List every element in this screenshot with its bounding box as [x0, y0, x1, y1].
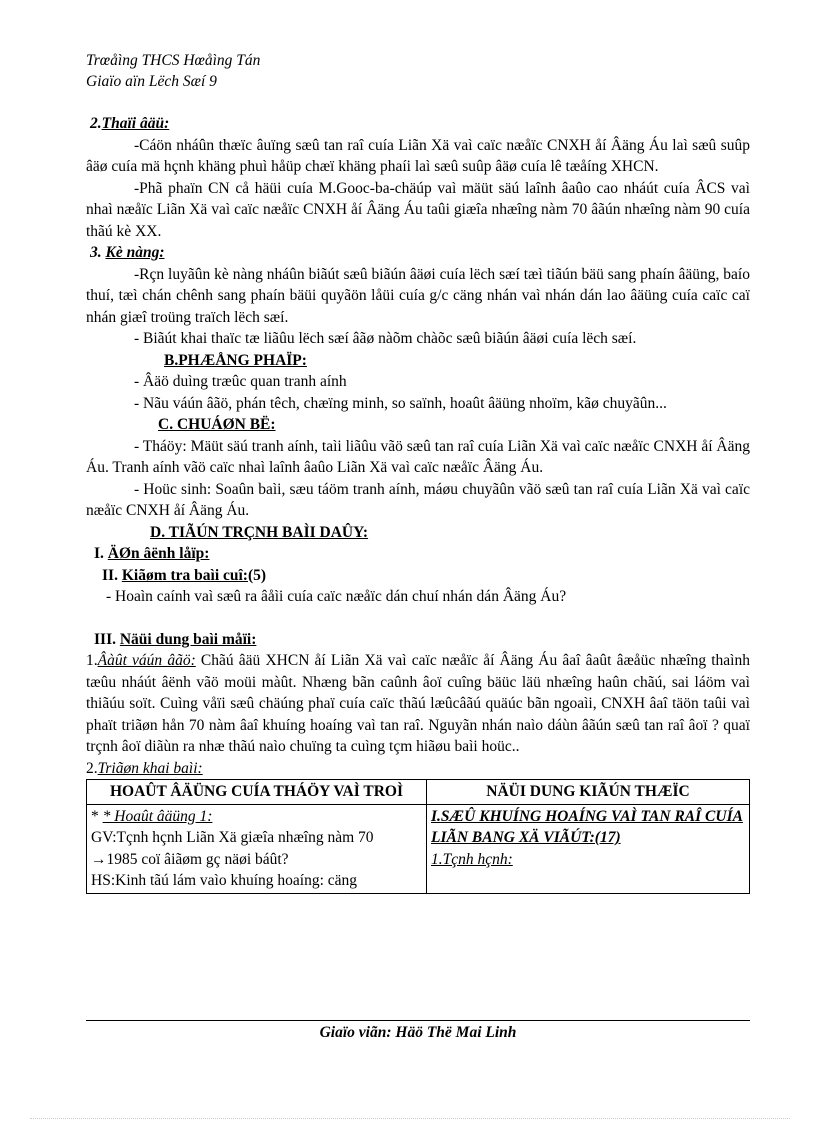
- table-row: [87, 804, 750, 893]
- lesson-deployment-heading: [86, 758, 750, 780]
- student-answer-line: HS:Kinh tãú lám vaìo khuíng hoaíng: cäng: [91, 872, 358, 889]
- method-item-2: - Nãu váún âãö, phán têch, chæïng minh, so saïnh, hoaût âäüng nhoïm, kãø chuyãûn...: [134, 394, 667, 412]
- attitude-heading: [86, 113, 750, 135]
- page-edge-divider: [30, 1118, 790, 1119]
- content-section-number: I.: [431, 807, 441, 825]
- attitude-number: 2.: [90, 115, 102, 132]
- lesson-plan-title: Giaïo aïn Lëch Sæí 9: [86, 73, 217, 90]
- method-title: B.PHÆÅNG PHAÏP:: [164, 351, 307, 369]
- method-heading: [86, 350, 750, 372]
- preparation-heading: [86, 414, 750, 436]
- attitude-paragraph-1: -Cáön nháûn thæïc âuïng sæû tan raî cuía Liãn Xä vaì caïc næåïc CNXH åí Âäng Áu laì sæû suûp âäø cuía mä hçnh khäng phuì håüp chæï khäng phaíi laì sæû suûp âäø cuía lê tæåíng XHCN.: [86, 136, 750, 175]
- table-header-row: [87, 780, 750, 805]
- old-lesson-check-number: II.: [102, 566, 118, 584]
- skills-number: 3.: [90, 244, 102, 261]
- attitude-paragraph-2: -Phã phaïn CN cå häüi cuía M.Gooc-ba-chäúp vaì mäüt säú laînh âaûo cao nháút cuía ÂCS vaì nhaì næåïc Liãn Xä vaì caïc næåïc CNXH åí Âäng Áu taûi giæîa nhæîng nàm 70 âãún nhæîng nàm 90 cuía thãú kè XX.: [86, 179, 750, 240]
- skills-paragraph-1: -Rçn luyãûn kè nàng nháûn biãút sæû biãún âäøi cuía lëch sæí tæì tiãún bäü sang phaín âäüng, baío thuí, tæì chán chênh sang phaín bäüi quyãön låüi cuía g/c cäng nhán vaì nhán dán lao âäüng cuía caïc caï nhán giæî troüng traïch lëch sæí.: [86, 265, 750, 326]
- teacher-question-text: 1985 coï âiãøm gç näøi báût?: [106, 850, 289, 868]
- preparation-student: - Hoüc sinh: Soaûn baìi, sæu táöm tranh aính, máøu chuyãûn vãö sæû tan raî cuía Liãn Xä vaì caïc næåïc CNXH åí Âäng Áu.: [86, 480, 750, 519]
- class-organization-number: I.: [94, 545, 104, 562]
- preparation-title: C. CHUÁØN BË:: [158, 416, 276, 433]
- preparation-teacher: - Tháöy: Mäüt säú tranh aính, taìi liãûu vãö sæû tan raî cuía Liãn Xä vaì caïc næåïc CNXH åí Âäng Áu. Tranh aính vãö caïc nhaì laînh âaûo Liãn Xä vaì caïc næåïc Âäng Áu.: [86, 437, 750, 476]
- table-cell-content: [427, 804, 750, 893]
- lesson-deployment-number: 2.: [86, 759, 98, 777]
- page-footer: Giaïo viãn: Häö Thë Mai Linh: [86, 1020, 750, 1044]
- attitude-title: Thaïi âäü:: [101, 115, 170, 132]
- table-cell-activities: [87, 804, 427, 893]
- content-section-title: [431, 806, 745, 849]
- lesson-activity-table: [86, 779, 750, 894]
- problem-statement-text: Chãú âäü XHCN åí Liãn Xä vaì caïc næåïc åí Âäng Áu âaî âaût âæåüc nhæîng thaình tæûu nháút âënh vãö moüi màût. Nhæng bãn caûnh âoï cuîng bäüc läü nhæîng haûn chãú, sai láöm vaì thiãúu soït. Cuìng våïi sæû chäúng phaï cuía caïc thãú læûcâãú quäúc bãn ngoaìi, CNXH âaî täön taûi vaì phaït triãøn hån 70 nàm âaî khuíng hoaíng vaì tan raî. Nguyãn nhán naìo dáùn âãún sæû tan raî âoï ? quaï trçnh âoï diãùn ra nhæ thãú naìo chuïng ta cuìng tçm hiãøu baìi hoüc..: [86, 652, 750, 755]
- old-lesson-question: - Hoaìn caính vaì sæû ra âåìi cuía caïc næåïc dán chuí nhán dán Âäng Áu?: [106, 588, 567, 605]
- new-lesson-title: Näüi dung baìi måïi:: [119, 630, 257, 648]
- table-header-content: NÄÜI DUNG KIÃÚN THÆÏC: [427, 780, 750, 805]
- skills-heading: [86, 242, 750, 264]
- old-lesson-check: [86, 565, 750, 587]
- skills-title: Kè nàng:: [105, 244, 165, 261]
- school-name: Trœåìng THCS Hœåìng Tán: [86, 52, 261, 69]
- method-item-1: - Âäö duìng træûc quan tranh aính: [134, 373, 347, 390]
- activity-title: * Hoaût âäüng 1:: [102, 807, 213, 825]
- old-lesson-check-title: Kiãøm tra baìi cuî:: [121, 566, 248, 584]
- content-subsection: 1.Tçnh hçnh:: [431, 850, 513, 868]
- new-lesson-heading: [86, 629, 750, 651]
- teacher-question-line-1: GV:Tçnh hçnh Liãn Xä giæîa nhæîng nàm 70: [91, 829, 374, 846]
- activity-label: * * Hoaût âäüng 1:: [91, 807, 213, 825]
- problem-statement-number: 1.: [86, 652, 98, 669]
- arrow-right-icon: →: [91, 850, 107, 868]
- class-organization-title: ÄØn âënh låïp:: [107, 545, 210, 562]
- class-organization: [86, 543, 750, 565]
- new-lesson-number: III.: [94, 630, 116, 648]
- content-section-text: SÆÛ KHUÍNG HOAÍNG VAÌ TAN RAÎ CUÍA LIÃN BANG XÄ VIÃÚT:(17): [431, 807, 743, 846]
- skills-paragraph-2: - Biãút khai thaïc tæ liãûu lëch sæí âãø nàõm chàõc sæû biãún âäøi cuía lëch sæí.: [134, 330, 637, 347]
- table-header-activities: HOAÛT ÂÄÜNG CUÍA THÁÖY VAÌ TROÌ: [87, 780, 427, 805]
- procedure-heading: [86, 522, 750, 544]
- procedure-title: D. TIÃÚN TRÇNH BAÌI DAÛY:: [150, 523, 369, 541]
- problem-statement: [86, 650, 750, 758]
- teacher-question-line-2: [91, 849, 422, 871]
- lesson-deployment-title: Triãøn khai baìi:: [97, 759, 203, 777]
- document-body: [86, 113, 750, 894]
- problem-statement-label: Âàût váún âãö:: [97, 652, 196, 669]
- document-header: [86, 50, 260, 92]
- old-lesson-check-time: (5): [247, 566, 267, 584]
